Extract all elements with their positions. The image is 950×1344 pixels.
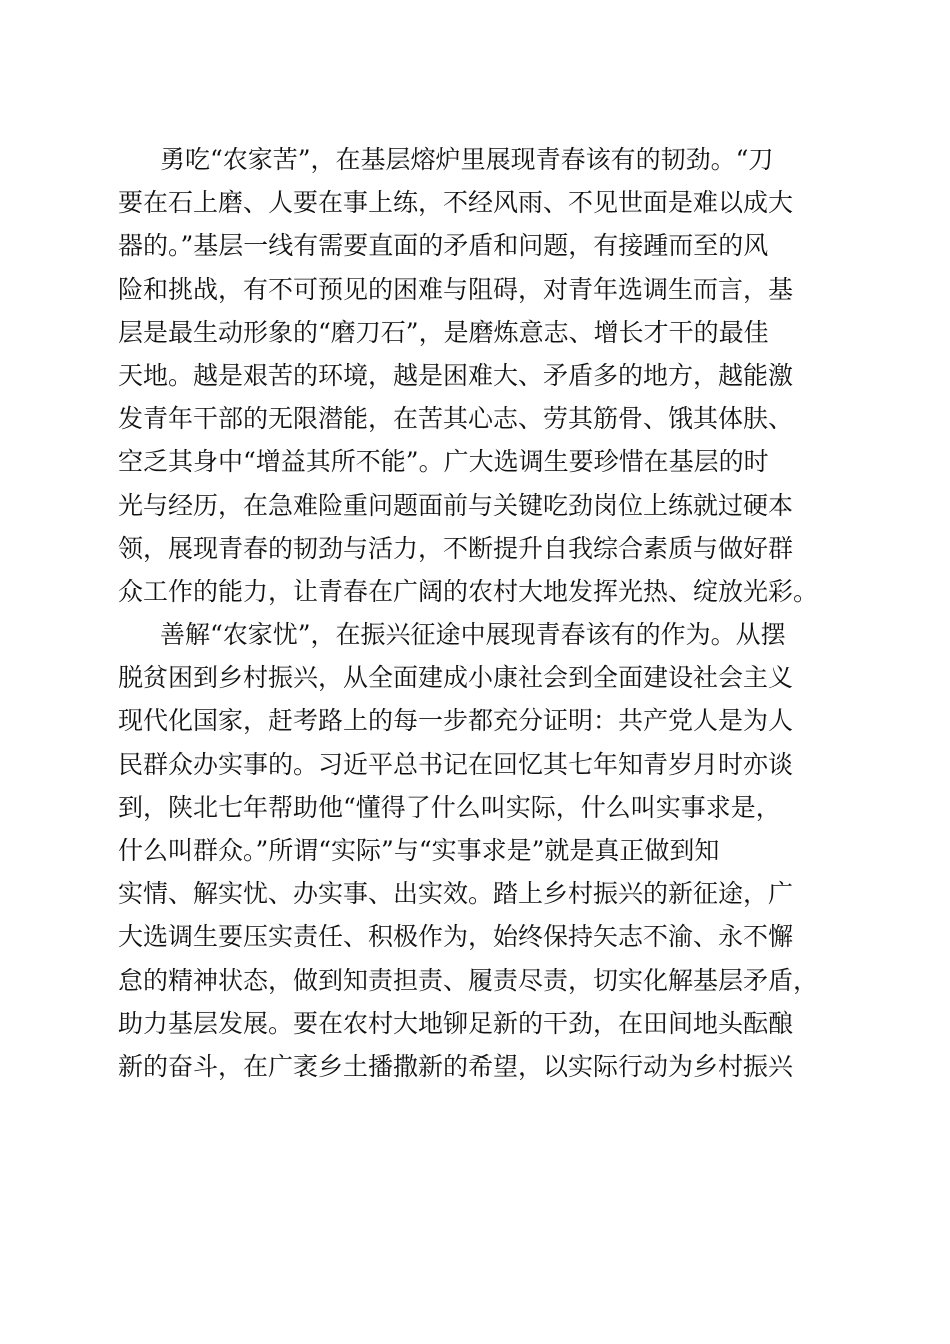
text-line: 空乏其身中“增益其所不能”。广大选调生要珍惜在基层的时 xyxy=(118,447,769,477)
text-line: 器的。”基层一线有需要直面的矛盾和问题，有接踵而至的风 xyxy=(118,231,769,261)
text-line: 领，展现青春的韧劲与活力，不断提升自我综合素质与做好群 xyxy=(118,533,794,563)
text-line: 什么叫群众。”所谓“实际”与“实事求是”就是真正做到知 xyxy=(118,836,720,865)
paragraph-2 xyxy=(118,613,838,1088)
paragraph-1 xyxy=(118,138,838,613)
text-line: 天地。越是艰苦的环境，越是困难大、矛盾多的地方，越能激 xyxy=(118,360,794,390)
text-line: 勇吃“农家苦”，在基层熔炉里展现青春该有的韧劲。“刀 xyxy=(160,145,774,174)
text-line: 险和挑战，有不可预见的困难与阻碍，对青年选调生而言，基 xyxy=(118,274,794,304)
text-line: 助力基层发展。要在农村大地铆足新的干劲，在田间地头酝酿 xyxy=(118,1008,794,1038)
text-line: 民群众办实事的。习近平总书记在回忆其七年知青岁月时亦谈 xyxy=(118,749,794,779)
text-line: 大选调生要压实责任、积极作为，始终保持矢志不渝、永不懈 xyxy=(118,922,794,952)
text-line: 光与经历，在急难险重问题面前与关键吃劲岗位上练就过硬本 xyxy=(118,490,794,520)
text-line: 众工作的能力，让青春在广阔的农村大地发挥光热、绽放光彩。 xyxy=(118,576,819,606)
text-line: 怠的精神状态，做到知责担责、履责尽责，切实化解基层矛盾， xyxy=(118,965,819,995)
document-body xyxy=(118,138,838,1088)
text-line: 脱贫困到乡村振兴，从全面建成小康社会到全面建设社会主义 xyxy=(118,663,794,693)
text-line: 要在石上磨、人要在事上练，不经风雨、不见世面是难以成大 xyxy=(118,188,794,218)
text-line: 新的奋斗，在广袤乡土播撒新的希望，以实际行动为乡村振兴 xyxy=(118,1051,794,1081)
text-line: 实情、解实忧、办实事、出实效。踏上乡村振兴的新征途，广 xyxy=(118,879,794,909)
text-line: 善解“农家忧”，在振兴征途中展现青春该有的作为。从摆 xyxy=(160,620,786,650)
text-line: 到，陕北七年帮助他“懂得了什么叫实际，什么叫实事求是， xyxy=(118,792,781,822)
text-line: 现代化国家，赶考路上的每一步都充分证明：共产党人是为人 xyxy=(118,706,794,736)
text-line: 层是最生动形象的“磨刀石”，是磨炼意志、增长才干的最佳 xyxy=(118,317,769,347)
text-line: 发青年干部的无限潜能，在苦其心志、劳其筋骨、饿其体肤、 xyxy=(118,404,794,434)
